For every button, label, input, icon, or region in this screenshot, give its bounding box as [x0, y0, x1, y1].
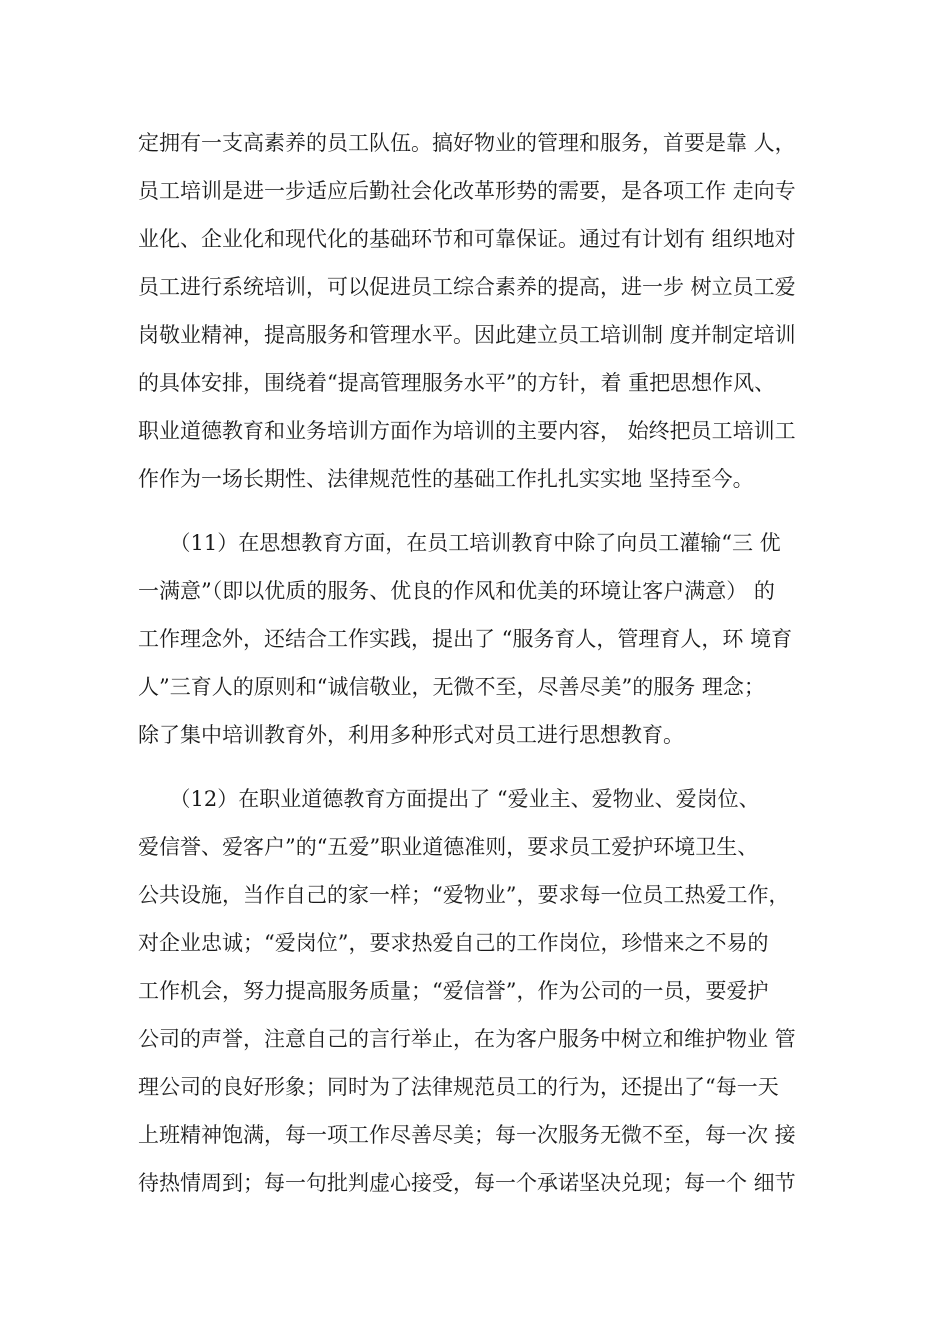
text-line: 一满意”（即以优质的服务、优良的作风和优美的环境让客户满意） 的	[138, 579, 775, 603]
paragraph-11-start: （11）在思想教育方面，在员工培训教育中除了向员工灌输“三 优	[138, 531, 781, 555]
text-line: 员工培训是进一步适应后勤社会化改革形势的需要，是各项工作 走向专	[138, 179, 796, 203]
text-line: 岗敬业精神，提高服务和管理水平。因此建立员工培训制 度并制定培训	[138, 323, 796, 347]
text-line: 员工进行系统培训，可以促进员工综合素养的提高，进一步 树立员工爱	[138, 275, 796, 299]
text-line: 作作为一场长期性、法律规范性的基础工作扎扎实实地 坚持至今。	[138, 467, 754, 491]
text-line: 定拥有一支高素养的员工队伍。搞好物业的管理和服务，首要是靠 人，	[138, 131, 796, 155]
body-text	[138, 119, 838, 1207]
text-line: 工作理念外，还结合工作实践，提出了 “服务育人，管理育人，环 境育	[138, 627, 793, 651]
text-line: 爱信誉、爱客户”的“五爱”职业道德准则，要求员工爱护环境卫生、	[138, 835, 759, 859]
text-line: 除了集中培训教育外，利用多种形式对员工进行思想教育。	[138, 723, 684, 747]
paragraph-12-start: （12）在职业道德教育方面提出了 “爱业主、爱物业、爱岗位、	[138, 787, 760, 811]
text-line: 上班精神饱满，每一项工作尽善尽美；每一次服务无微不至，每一次 接	[138, 1123, 796, 1147]
text-line: 待热情周到；每一句批判虚心接受，每一个承诺坚决兑现；每一个 细节	[138, 1171, 796, 1195]
text-line: 职业道德教育和业务培训方面作为培训的主要内容， 始终把员工培训工	[138, 419, 796, 443]
text-line: 的具体安排，围绕着“提高管理服务水平”的方针，着 重把思想作风、	[138, 371, 776, 395]
text-line: 理公司的良好形象；同时为了法律规范员工的行为，还提出了“每一天	[138, 1075, 779, 1099]
text-line: 业化、企业化和现代化的基础环节和可靠保证。通过有计划有 组织地对	[138, 227, 796, 251]
text-line: 公司的声誉，注意自己的言行举止，在为客户服务中树立和维护物业 管	[138, 1027, 796, 1051]
text-line: 对企业忠诚；“爱岗位”，要求热爱自己的工作岗位，珍惜来之不易的	[138, 931, 769, 955]
text-line: 人”三育人的原则和“诚信敬业，无微不至，尽善尽美”的服务 理念；	[138, 675, 765, 699]
text-line: 公共设施，当作自己的家一样；“爱物业”，要求每一位员工热爱工作，	[138, 883, 790, 907]
text-line: 工作机会，努力提高服务质量；“爱信誉”，作为公司的一员，要爱护	[138, 979, 769, 1003]
